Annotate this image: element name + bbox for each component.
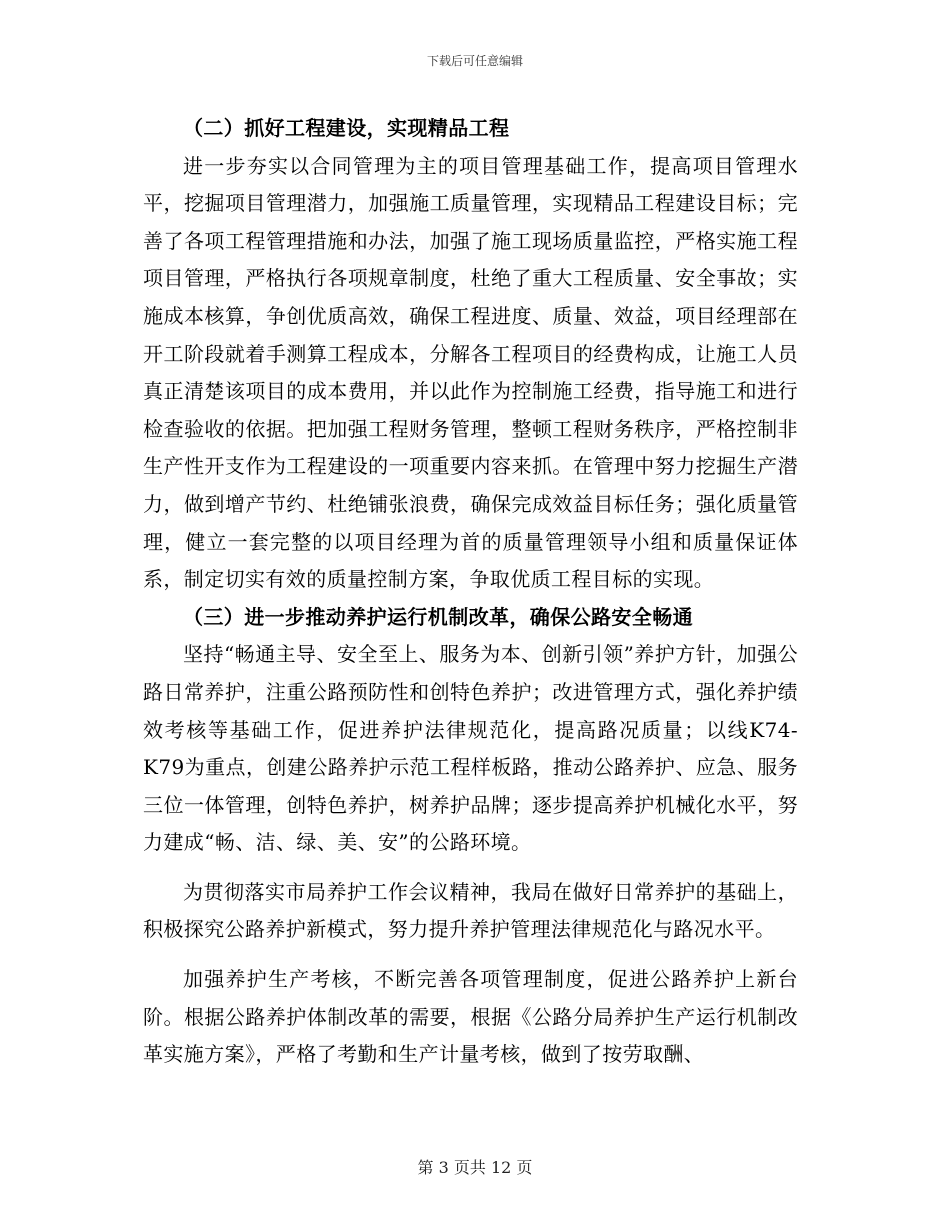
page-number: 第 3 页共 12 页 <box>417 1158 533 1177</box>
body-paragraph: 进一步夯实以合同管理为主的项目管理基础工作，提高项目管理水平，挖掘项目管理潜力，加强施工质量管理，实现精品工程建设目标；完善了各项工程管理措施和办法，加强了施工现场质量监控，严格实施工程项目管理，严格执行各项规章制度，杜绝了重大工程质量、安全事故；实施成本核算，争创优质高效，确保工程进度、质量、效益，项目经理部在开工阶段就着手测算工程成本，分解各工程项目的经费构成，让施工人员真正清楚该项目的成本费用，并以此作为控制施工经费，指导施工和进行检查验收的依据。把加强工程财务管理，整顿工程财务秩序，严格控制非生产性开支作为工程建设的一项重要内容来抓。在管理中努力挖掘生产潜力，做到增产节约、杜绝铺张浪费，确保完成效益目标任务；强化质量管理，健立一套完整的以项目经理为首的质量管理领导小组和质量保证体系，制定切实有效的质量控制方案，争取优质工程目标的实现。 <box>143 153 798 592</box>
section-heading-2: （二）抓好工程建设，实现精品工程 <box>183 116 510 140</box>
section-heading-3: （三）进一步推动养护运行机制改革，确保公路安全畅通 <box>183 604 693 629</box>
body-paragraph: 坚持“畅通主导、安全至上、服务为本、创新引领”养护方针，加强公路日常养护，注重公路预防性和创特色养护；改进管理方式，强化养护绩效考核等基础工作，促进养护法律规范化，提高路况质量；以线K74-K79为重点，创建公路养护示范工程样板路，推动公路养护、应急、服务三位一体管理，创特色养护，树养护品牌；逐步提高养护机械化水平，努力建成“畅、洁、绿、美、安”的公路环境。 <box>143 642 798 855</box>
page-header-note: 下载后可任意编辑 <box>426 54 523 68</box>
document-body <box>143 110 798 1074</box>
body-paragraph: 为贯彻落实市局养护工作会议精神，我局在做好日常养护的基础上，积极探究公路养护新模式，努力提升养护管理法律规范化与路况水平。 <box>143 879 798 942</box>
body-paragraph: 加强养护生产考核，不断完善各项管理制度，促进公路养护上新台阶。根据公路养护体制改革的需要，根据《公路分局养护生产运行机制改革实施方案》，严格了考勤和生产计量考核，做到了按劳取酬、 <box>143 967 798 1067</box>
